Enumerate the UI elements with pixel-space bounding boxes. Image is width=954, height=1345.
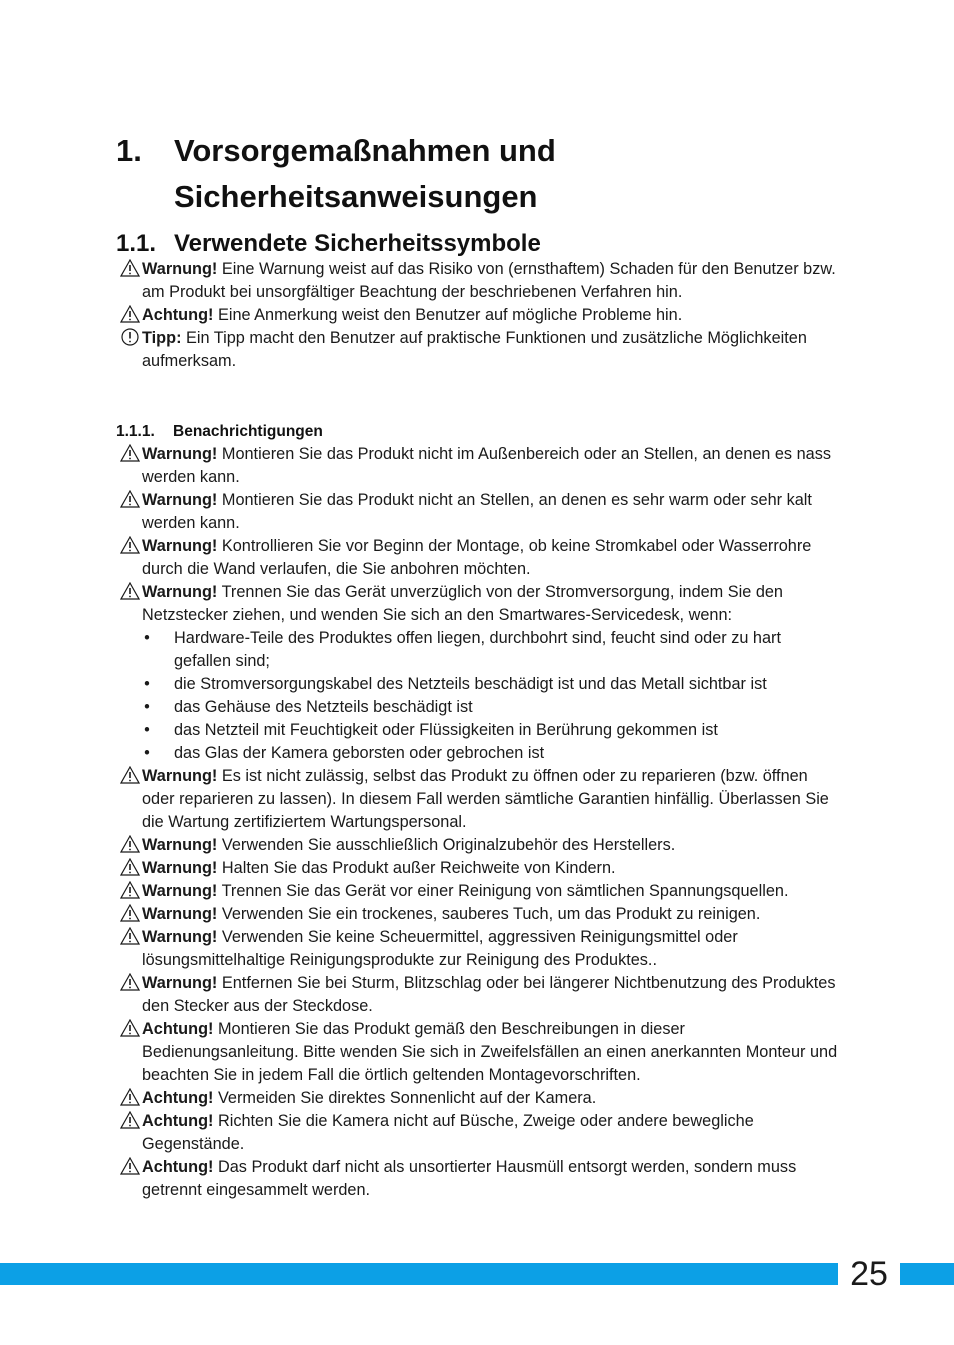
subsection-title: Verwendete Sicherheitssymbole [174, 230, 541, 257]
footer-accent-bar [0, 1263, 954, 1285]
notice-item [118, 834, 838, 857]
notice-item [118, 880, 838, 903]
list-item [142, 719, 838, 742]
warning-triangle-icon [120, 536, 140, 554]
bullet: • [144, 629, 150, 647]
list-item [142, 627, 838, 673]
warning-triangle-icon [120, 444, 140, 462]
item-label: Warnung! [142, 882, 218, 900]
item-label: Achtung! [142, 1158, 214, 1176]
item-text: Verwenden Sie keine Scheuermittel, aggressiven Reinigungsmittel oder lösungsmittelhaltige Reinigungsprodukte zur Reinigung des Produktes.. [142, 928, 738, 969]
item-text: Eine Warnung weist auf das Risiko von (ernsthaftem) Schaden für den Benutzer bzw. am Produkt bei unsorgfältiger Beachtung der beschriebenen Verfahren hin. [142, 260, 836, 301]
item-text: Ein Tipp macht den Benutzer auf praktische Funktionen und zusätzliche Möglichkeiten aufmerksam. [142, 329, 807, 370]
item-label: Warnung! [142, 537, 218, 555]
notice-item [118, 765, 838, 834]
bullet: • [144, 675, 150, 693]
warning-triangle-icon [120, 881, 140, 899]
item-text: Verwenden Sie ein trockenes, sauberes Tuch, um das Produkt zu reinigen. [217, 905, 761, 923]
item-label: Tipp: [142, 329, 182, 347]
item-text: Montieren Sie das Produkt gemäß den Beschreibungen in dieser Bedienungsanleitung. Bitte wenden Sie sich in Zweifelsfällen an einen anerkannten Monteur und beachten Sie in jedem Fall die örtlich geltenden Montagevorschriften. [142, 1020, 838, 1084]
bullet: • [144, 744, 150, 762]
warning-triangle-icon [120, 904, 140, 922]
caution-triangle-icon [120, 1157, 140, 1175]
warning-triangle-icon [120, 973, 140, 991]
item-text: Entfernen Sie bei Sturm, Blitzschlag oder bei längerer Nichtbenutzung des Produktes den Stecker aus der Steckdose. [142, 974, 836, 1015]
caution-triangle-icon [120, 1111, 140, 1129]
section-number: 1. [116, 133, 142, 168]
notice-item [118, 1156, 838, 1202]
item-text: Halten Sie das Produkt außer Reichweite von Kindern. [217, 859, 616, 877]
item-label: Warnung! [142, 491, 218, 509]
item-text: Eine Anmerkung weist den Benutzer auf mögliche Probleme hin. [213, 306, 683, 324]
item-label: Warnung! [142, 928, 218, 946]
notice-item [118, 1110, 838, 1156]
subsection-number: 1.1. [116, 230, 157, 257]
symbol-item-warning [118, 258, 838, 304]
notifications-heading [116, 421, 323, 443]
warning-triangle-icon [120, 766, 140, 784]
item-label: Achtung! [142, 1020, 214, 1038]
bullet: • [144, 698, 150, 716]
condition-text: das Gehäuse des Netzteils beschädigt ist [174, 698, 473, 716]
title-line-2: Sicherheitsanweisungen [174, 179, 538, 214]
notice-item [118, 1018, 838, 1087]
item-label: Warnung! [142, 905, 218, 923]
item-text: Montieren Sie das Produkt nicht im Außenbereich oder an Stellen, an denen es nass werden kann. [142, 445, 831, 486]
condition-text: die Stromversorgungskabel des Netzteils beschädigt ist und das Metall sichtbar ist [174, 675, 767, 693]
item-text: Kontrollieren Sie vor Beginn der Montage, ob keine Stromkabel oder Wasserrohre durch die Wand verlaufen, die Sie anbohren möchten. [142, 537, 812, 578]
item-text: Trennen Sie das Gerät vor einer Reinigung von sämtlichen Spannungsquellen. [217, 882, 789, 900]
item-text: Montieren Sie das Produkt nicht an Stellen, an denen es sehr warm oder sehr kalt werden kann. [142, 491, 812, 532]
list-item [142, 696, 838, 719]
caution-triangle-icon [120, 1088, 140, 1106]
caution-triangle-icon [120, 305, 140, 323]
item-label: Warnung! [142, 260, 218, 278]
title-line-1: Vorsorgemaßnahmen und [174, 133, 556, 168]
notice-item [118, 857, 838, 880]
warning-triangle-icon [120, 835, 140, 853]
item-label: Achtung! [142, 1112, 214, 1130]
warning-triangle-icon [120, 490, 140, 508]
item-text: Richten Sie die Kamera nicht auf Büsche, Zweige oder andere bewegliche Gegenstände. [142, 1112, 754, 1153]
tip-circle-icon [120, 328, 140, 346]
condition-text: das Netzteil mit Feuchtigkeit oder Flüssigkeiten in Berührung gekommen ist [174, 721, 718, 739]
notice-item [118, 926, 838, 972]
notice-item [118, 581, 838, 765]
subsubsection-title: Benachrichtigungen [173, 423, 323, 440]
subsubsection-number: 1.1.1. [116, 423, 155, 440]
warning-triangle-icon [120, 582, 140, 600]
item-text: Das Produkt darf nicht als unsortierter Hausmüll entsorgt werden, sondern muss getrennt eingesammelt werden. [142, 1158, 797, 1199]
item-label: Achtung! [142, 306, 214, 324]
list-item [142, 673, 838, 696]
notice-item [118, 489, 838, 535]
item-label: Warnung! [142, 836, 218, 854]
item-label: Warnung! [142, 859, 218, 877]
warning-triangle-icon [120, 858, 140, 876]
symbol-item-caution [118, 304, 838, 327]
item-label: Warnung! [142, 445, 218, 463]
item-label: Achtung! [142, 1089, 214, 1107]
caution-triangle-icon [120, 1019, 140, 1037]
page-number: 25 [838, 1255, 900, 1293]
list-item [142, 742, 838, 765]
item-label: Warnung! [142, 583, 218, 601]
condition-text: das Glas der Kamera geborsten oder gebrochen ist [174, 744, 545, 762]
notices-list [118, 443, 838, 1202]
notice-item [118, 903, 838, 926]
notice-item [118, 1087, 838, 1110]
notice-item [118, 535, 838, 581]
conditions-list [142, 627, 838, 765]
item-label: Warnung! [142, 767, 218, 785]
notice-item [118, 443, 838, 489]
warning-triangle-icon [120, 259, 140, 277]
warning-triangle-icon [120, 927, 140, 945]
item-text: Trennen Sie das Gerät unverzüglich von der Stromversorgung, indem Sie den Netzstecker ziehen, und wenden Sie sich an den Smartwares-Servicedesk, wenn: [142, 583, 783, 624]
item-label: Warnung! [142, 974, 218, 992]
item-text: Verwenden Sie ausschließlich Originalzubehör des Herstellers. [217, 836, 676, 854]
symbols-list [118, 258, 838, 373]
item-text: Es ist nicht zulässig, selbst das Produkt zu öffnen oder zu reparieren (bzw. öffnen oder reparieren zu lassen). In diesem Fall werden sämtliche Garantien hinfällig. Überlassen Sie die Wartung zertifiziertem Wartungspersonal. [142, 767, 829, 831]
symbol-item-tip [118, 327, 838, 373]
item-text: Vermeiden Sie direktes Sonnenlicht auf der Kamera. [213, 1089, 597, 1107]
notice-item [118, 972, 838, 1018]
condition-text: Hardware-Teile des Produktes offen liegen, durchbohrt sind, feucht sind oder zu hart gefallen sind; [174, 629, 781, 670]
bullet: • [144, 721, 150, 739]
